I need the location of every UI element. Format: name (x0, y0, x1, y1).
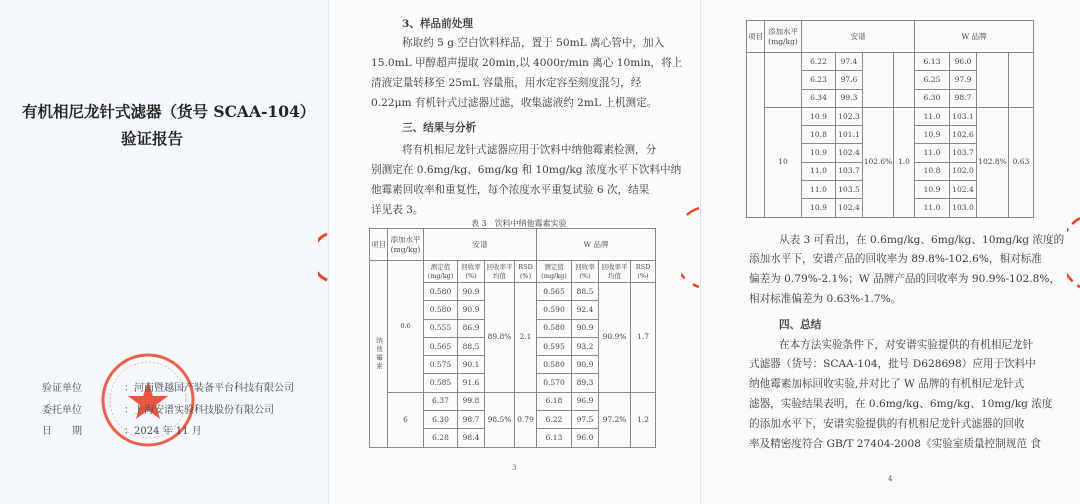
partial-seal-edge (318, 232, 328, 282)
subheader-recovery: 回收率(%) (458, 261, 485, 283)
avg-recovery-cell: 90.9% (599, 283, 631, 393)
subheader-avg: 回收率平均值 (599, 261, 631, 283)
paragraph-line: 纳他霉素加标回收实验,并对比了 W 品牌的有机相尼龙针式 (749, 378, 1025, 390)
subheader-measured: 测定值 (mg/kg) (537, 261, 572, 283)
measured-value-cell: 0.580 (537, 356, 572, 374)
table-row (370, 392, 656, 410)
recovery-cell: 99.3 (836, 89, 863, 107)
section-heading: 3、样品前处理 (402, 18, 473, 30)
measured-value-cell: 6.37 (424, 392, 458, 410)
header-level: 添加水平 (mg/kg) (388, 229, 424, 261)
measured-value-cell: 11.0 (802, 181, 836, 199)
recovery-cell: 97.9 (950, 71, 977, 89)
recovery-cell: 102.0 (950, 162, 977, 180)
recovery-cell: 103.7 (950, 144, 977, 162)
report-title: 有机相尼龙针式滤器（货号 SCAA-104） (22, 102, 316, 121)
measured-value-cell: 0.580 (424, 301, 458, 319)
rsd-cell: 0.79 (515, 392, 537, 447)
paragraph-line: 称取约 5 g 空白饮料样品，置于 50mL 离心管中，加入 (402, 37, 665, 49)
avg-recovery-cell: 89.8% (485, 283, 515, 393)
measured-value-cell: 6.22 (537, 411, 572, 429)
rsd-cell (894, 53, 915, 108)
recovery-cell: 97.5 (572, 411, 599, 429)
item-cell: 纳他霉素 (370, 261, 388, 448)
page-number: 4 (888, 475, 893, 483)
paragraph-line: 偏差为 0.79%-2.1%；W 品牌产品的回收率为 90.9%-102.8%， (749, 273, 1061, 285)
commissioning-unit: 委托单位 ：上海安谱实验科技股份有限公司 (42, 405, 274, 416)
paragraph-line: 他霉素回收率和重复性，每个浓度水平重复试验 6 次，结果 (371, 184, 650, 196)
header-level: 添加水平 (mg/kg) (765, 21, 802, 53)
measured-value-cell: 6.22 (802, 53, 836, 71)
recovery-cell: 96.0 (950, 53, 977, 71)
recovery-cell: 98.7 (950, 89, 977, 107)
recovery-cell: 88.5 (458, 337, 485, 355)
paragraph-line: 从表 3 可看出，在 0.6mg/kg、6mg/kg、10mg/kg 浓度的 (779, 234, 1065, 246)
recovery-cell: 102.6 (950, 126, 977, 144)
measured-value-cell: 0.565 (537, 283, 572, 301)
level-cell: 0.6 (388, 261, 424, 393)
measured-value-cell: 6.25 (915, 71, 950, 89)
verifying-unit: 验证单位 ：河南暨越国产装备平台科技有限公司 (42, 383, 294, 394)
recovery-cell: 90.9 (458, 301, 485, 319)
paragraph-line: 滤器，实验结果表明，在 0.6mg/kg、6mg/kg、10mg/kg 浓度 (749, 398, 1053, 410)
rsd-cell (1009, 53, 1034, 108)
table-row (747, 53, 1034, 71)
rsd-cell: 0.63 (1009, 107, 1034, 217)
recovery-cell: 102.4 (836, 199, 863, 217)
table-caption: 表 3 饮料中纳他霉素实验 (471, 219, 567, 228)
subheader-avg: 回收率平均值 (485, 261, 515, 283)
table-header-row (370, 229, 656, 261)
recovery-cell: 102.4 (836, 144, 863, 162)
table-header-row (747, 21, 1034, 53)
recovery-cell: 103.0 (950, 199, 977, 217)
paragraph-line: 15.0mL 甲醇超声提取 20min,以 4000r/min 离心 10min，将上 (371, 57, 683, 69)
partial-seal-edge (1067, 215, 1080, 290)
measured-value-cell: 10.9 (915, 181, 950, 199)
paragraph-line: 别测定在 0.6mg/kg、6mg/kg 和 10mg/kg 浓度水平下饮料中纳 (371, 164, 682, 176)
subheader-rsd: RSD (%) (631, 261, 656, 283)
header-item: 项目 (747, 21, 765, 53)
avg-recovery-cell (977, 53, 1009, 108)
paragraph-line: 详见表 3。 (371, 204, 424, 216)
paragraph-line: 率及精密度符合 GB/T 27404-2008《实验室质量控制规范 食 (749, 438, 1041, 450)
measured-value-cell: 0.575 (424, 356, 458, 374)
results-table-continued (746, 20, 1034, 218)
avg-recovery-cell: 102.6% (863, 107, 894, 217)
paragraph-line: 式滤器（货号：SCAA-104，批号 D628698）应用于饮料中 (749, 358, 1036, 370)
measured-value-cell: 0.555 (424, 319, 458, 337)
avg-recovery-cell (863, 53, 894, 108)
measured-value-cell: 10.9 (915, 126, 950, 144)
subheader-measured: 测定值 (mg/kg) (424, 261, 458, 283)
page-3 (328, 0, 700, 504)
paragraph-line: 0.22μm 有机针式过滤器过滤，收集滤液约 2mL 上机测定。 (371, 97, 658, 109)
header-brand-anpu: 安谱 (424, 229, 537, 261)
measured-value-cell: 6.18 (537, 392, 572, 410)
recovery-cell: 92.4 (572, 301, 599, 319)
recovery-cell: 101.1 (836, 126, 863, 144)
paragraph-line: 在本方法实验条件下，对安谱实验提供的有机相尼龙针 (779, 339, 1034, 351)
recovery-cell: 103.7 (836, 162, 863, 180)
measured-value-cell: 0.585 (424, 374, 458, 392)
measured-value-cell: 6.34 (802, 89, 836, 107)
measured-value-cell: 0.595 (537, 337, 572, 355)
page-number: 3 (512, 464, 517, 472)
rsd-cell: 1.2 (631, 392, 656, 447)
recovery-cell: 86.9 (458, 319, 485, 337)
measured-value-cell: 0.570 (537, 374, 572, 392)
recovery-cell: 103.5 (836, 181, 863, 199)
measured-value-cell: 6.30 (424, 411, 458, 429)
avg-recovery-cell: 97.2% (599, 392, 631, 447)
recovery-cell: 103.1 (950, 107, 977, 125)
paragraph-line: 将有机相尼龙针式滤器应用于饮料中纳他霉素检测，分 (402, 144, 657, 156)
recovery-cell: 88.5 (572, 283, 599, 301)
measured-value-cell: 10.8 (802, 126, 836, 144)
recovery-cell: 96.9 (572, 392, 599, 410)
subheader-recovery: 回收率(%) (572, 261, 599, 283)
recovery-cell: 89.3 (572, 374, 599, 392)
measured-value-cell: 10.8 (915, 162, 950, 180)
recovery-cell: 93.2 (572, 337, 599, 355)
recovery-cell: 90.9 (572, 319, 599, 337)
header-brand-w: W 品牌 (915, 21, 1034, 53)
recovery-cell: 91.6 (458, 374, 485, 392)
recovery-cell: 90.1 (458, 356, 485, 374)
measured-value-cell: 0.565 (424, 337, 458, 355)
paragraph-line: 的添加水平下，安谱实验提供的有机相尼龙针式滤器的回收 (749, 418, 1025, 430)
recovery-cell: 97.6 (836, 71, 863, 89)
recovery-cell: 98.4 (458, 429, 485, 447)
measured-value-cell: 0.580 (537, 319, 572, 337)
header-brand-anpu: 安谱 (802, 21, 915, 53)
header-item: 项目 (370, 229, 388, 261)
header-brand-w: W 品牌 (537, 229, 656, 261)
measured-value-cell: 11.0 (915, 199, 950, 217)
partial-seal-edge (681, 205, 701, 290)
section-heading: 三、结果与分析 (402, 122, 477, 134)
measured-value-cell: 11.0 (915, 144, 950, 162)
paragraph-line: 清液定量转移至 25mL 容量瓶，用水定容至刻度混匀，经 (371, 77, 642, 89)
measured-value-cell: 6.13 (915, 53, 950, 71)
cover-page (0, 0, 327, 504)
measured-value-cell: 10.9 (802, 144, 836, 162)
paragraph-line: 添加水平下，安谱产品的回收率为 89.8%-102.6%，相对标准 (749, 253, 1042, 265)
level-cell: 6 (388, 392, 424, 447)
recovery-cell: 102.3 (836, 107, 863, 125)
paragraph-line: 相对标准偏差为 0.63%-1.7%。 (749, 293, 902, 305)
level-cell (765, 53, 802, 108)
rsd-cell: 2.1 (515, 283, 537, 393)
measured-value-cell: 6.30 (915, 89, 950, 107)
measured-value-cell: 6.28 (424, 429, 458, 447)
measured-value-cell: 11.0 (915, 107, 950, 125)
avg-recovery-cell: 102.8% (977, 107, 1009, 217)
recovery-cell: 96.0 (572, 429, 599, 447)
results-table (369, 228, 656, 448)
table-row (747, 107, 1034, 125)
avg-recovery-cell: 98.5% (485, 392, 515, 447)
measured-value-cell: 6.13 (537, 429, 572, 447)
measured-value-cell: 0.590 (537, 301, 572, 319)
measured-value-cell: 0.580 (424, 283, 458, 301)
rsd-cell: 1.7 (631, 283, 656, 393)
section-heading: 四、总结 (779, 319, 822, 331)
table-subheader-row (370, 261, 656, 283)
recovery-cell: 90.9 (572, 356, 599, 374)
measured-value-cell: 11.0 (802, 162, 836, 180)
report-subtitle: 验证报告 (121, 129, 184, 148)
level-cell: 10 (765, 107, 802, 217)
measured-value-cell: 6.23 (802, 71, 836, 89)
item-cell (747, 53, 765, 218)
recovery-cell: 90.9 (458, 283, 485, 301)
recovery-cell: 99.8 (458, 392, 485, 410)
page-4 (700, 0, 1080, 504)
measured-value-cell: 10.9 (802, 199, 836, 217)
report-date: 日 期 ：2024 年 11 月 (42, 426, 202, 437)
recovery-cell: 97.4 (836, 53, 863, 71)
measured-value-cell: 10.9 (802, 107, 836, 125)
recovery-cell: 98.7 (458, 411, 485, 429)
subheader-rsd: RSD (%) (515, 261, 537, 283)
rsd-cell: 1.0 (894, 107, 915, 217)
recovery-cell: 102.4 (950, 181, 977, 199)
